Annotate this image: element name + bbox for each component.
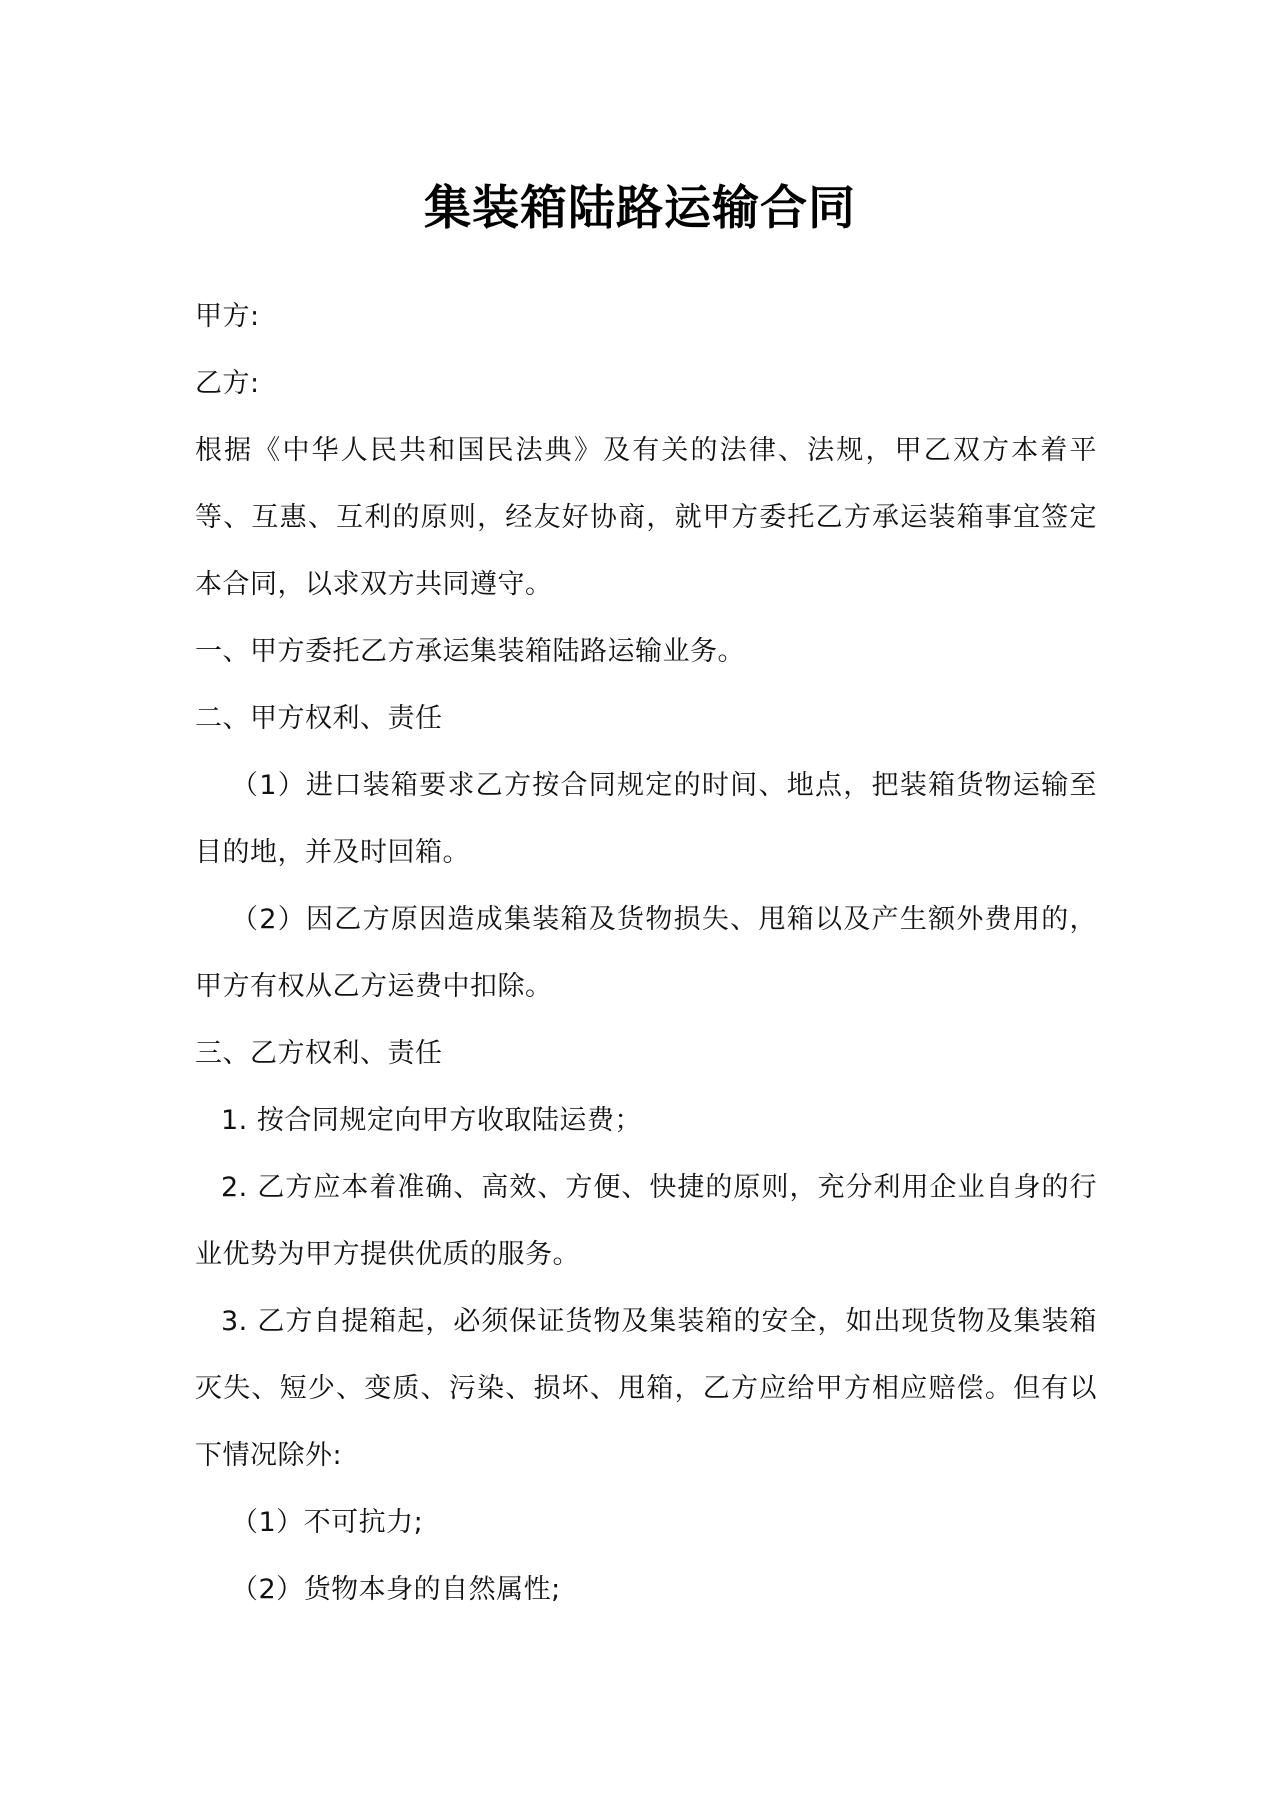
party-b-label: 乙方:: [195, 368, 260, 399]
section-3-item-3: 3. 乙方自提箱起，必须保证货物及集装箱的安全，如出现货物及集装箱灭失、短少、变质、污染、损坏、甩箱，乙方应给甲方相应赔偿。但有以下情况除外:: [195, 1306, 1097, 1471]
document-body: [195, 283, 1097, 1623]
preamble-paragraph: 根据《中华人民共和国民法典》及有关的法律、法规，甲乙双方本着平等、互惠、互利的原则，经友好协商，就甲方委托乙方承运装箱事宜签定本合同，以求双方共同遵守。: [195, 435, 1097, 600]
exception-item-1: （1）不可抗力;: [231, 1507, 424, 1538]
section-1-heading: 一、甲方委托乙方承运集装箱陆路运输业务。: [195, 636, 745, 667]
section-2-item-2: （2）因乙方原因造成集装箱及货物损失、甩箱以及产生额外费用的，甲方有权从乙方运费中扣除。: [195, 904, 1097, 1002]
section-3-item-1: 1. 按合同规定向甲方收取陆运费；: [221, 1105, 642, 1136]
exception-item-2: （2）货物本身的自然属性;: [231, 1574, 561, 1605]
section-2-heading: 二、甲方权利、责任: [195, 703, 443, 734]
document-title: 集装箱陆路运输合同: [424, 181, 856, 236]
section-2-item-1: （1）进口装箱要求乙方按合同规定的时间、地点，把装箱货物运输至目的地，并及时回箱。: [195, 770, 1097, 868]
section-3-heading: 三、乙方权利、责任: [195, 1038, 443, 1069]
section-3-item-2: 2. 乙方应本着准确、高效、方便、快捷的原则，充分利用企业自身的行业优势为甲方提供优质的服务。: [195, 1172, 1097, 1270]
party-a-label: 甲方:: [195, 301, 260, 332]
